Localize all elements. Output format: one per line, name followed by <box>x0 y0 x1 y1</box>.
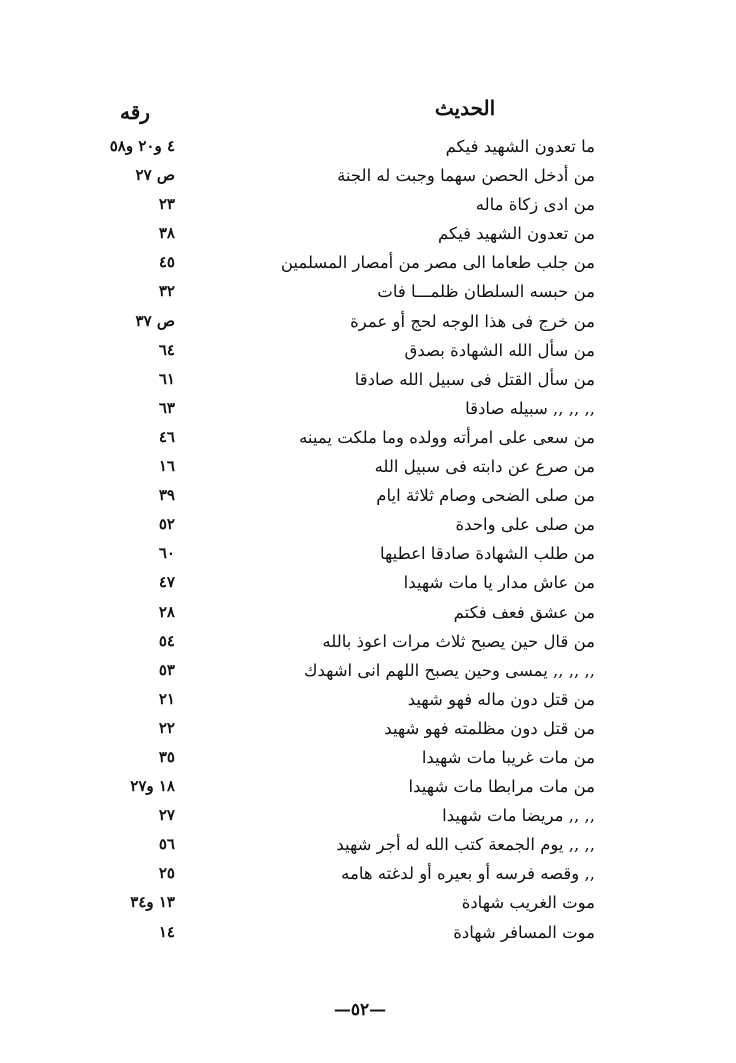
index-row <box>40 656 595 685</box>
index-row <box>40 743 595 772</box>
hadith-number: ١٦ <box>158 457 175 476</box>
hadith-number: ٦٣ <box>158 398 175 417</box>
hadith-number: ٢٢ <box>158 718 175 737</box>
hadith-number: ٣٢ <box>158 282 175 301</box>
index-row <box>40 888 595 917</box>
index-row <box>40 539 595 568</box>
hadith-text: من تعدون الشهيد فيكم <box>438 224 595 244</box>
hadith-text: من عشق فعف فكتم <box>453 602 595 622</box>
hadith-number: ٢١ <box>158 689 175 708</box>
index-row <box>40 190 595 219</box>
hadith-number: ٦١ <box>158 369 175 388</box>
hadith-number: ١٤ <box>158 922 175 941</box>
hadith-text: من عاش مدار يا مات شهيدا <box>403 573 595 593</box>
index-row <box>40 801 595 830</box>
index-row <box>40 336 595 365</box>
hadith-number: ٢٣ <box>158 195 175 214</box>
hadith-text: من قال حين يصبح ثلاث مرات اعوذ بالله <box>322 631 595 651</box>
hadith-text: من جلب طعاما الى مصر من أمصار المسلمين <box>280 253 595 273</box>
index-row <box>40 394 595 423</box>
column-header-number: رقه <box>120 100 150 124</box>
index-row <box>40 859 595 888</box>
index-row <box>40 277 595 306</box>
hadith-text: ,, ,, ,, يمسى وحين يصبح اللهم انى اشهدك <box>303 660 595 680</box>
index-row <box>40 452 595 481</box>
hadith-number: ٢٥ <box>158 864 175 883</box>
index-row <box>40 365 595 394</box>
index-row <box>40 481 595 510</box>
hadith-number: ٢٧ <box>158 806 175 825</box>
index-row <box>40 161 595 190</box>
index-row <box>40 598 595 627</box>
column-header-hadith: الحديث <box>434 96 496 120</box>
index-row <box>40 219 595 248</box>
hadith-text: من خرج فى هذا الوجه لحج أو عمرة <box>350 311 595 331</box>
hadith-text: ,, وقصه فرسه أو بعيره أو لدغته هامه <box>341 864 595 884</box>
index-row <box>40 248 595 277</box>
hadith-number: ص ٣٧ <box>135 311 175 330</box>
hadith-number: ٥٢ <box>158 515 175 534</box>
hadith-text: ,, ,, ,, سبيله صادقا <box>465 398 595 418</box>
hadith-text: من مات غريبا مات شهيدا <box>421 747 595 767</box>
index-row <box>40 307 595 336</box>
hadith-text: من صلى الضحى وصام ثلاثة ايام <box>376 486 595 506</box>
index-row <box>40 772 595 801</box>
hadith-number: ٤٧ <box>158 573 175 592</box>
hadith-text: من سأل الله الشهادة بصدق <box>404 340 595 360</box>
hadith-number: ٥٤ <box>158 631 175 650</box>
hadith-text: ما تعدون الشهيد فيكم <box>445 137 595 156</box>
hadith-text: من سعى على امرأته وولده وما ملكت يمينه <box>299 427 595 447</box>
hadith-text: ,, ,, مريضا مات شهيدا <box>442 806 595 826</box>
index-row <box>40 568 595 597</box>
hadith-text: من قتل دون ماله فهو شهيد <box>407 689 595 709</box>
hadith-text: ,, ,, يوم الجمعة كتب الله له أجر شهيد <box>336 835 595 855</box>
hadith-number: ٦٠ <box>158 544 175 563</box>
index-row <box>40 830 595 859</box>
hadith-number: ٣٨ <box>158 224 175 243</box>
index-row <box>40 918 595 947</box>
hadith-number: ٦٤ <box>158 340 175 359</box>
hadith-text: من حبسه السلطان ظلمـــا فات <box>377 282 595 302</box>
hadith-text: من أدخل الحصن سهما وجبت له الجنة <box>337 166 595 186</box>
hadith-text: من طلب الشهادة صادقا اعطيها <box>379 544 595 564</box>
hadith-number: ٤٦ <box>158 427 175 446</box>
hadith-number: ٣٩ <box>158 486 175 505</box>
hadith-text: من ادى زكاة ماله <box>475 195 595 215</box>
hadith-text: من مات مرابطا مات شهيدا <box>408 777 595 797</box>
index-row <box>40 423 595 452</box>
hadith-number: ١٨ و٢٧ <box>130 777 175 796</box>
hadith-number: ٤٥ <box>158 253 175 272</box>
index-row <box>40 685 595 714</box>
index-row <box>40 510 595 539</box>
hadith-number: ٥٦ <box>158 835 175 854</box>
hadith-text: من قتل دون مظلمته فهو شهيد <box>384 718 595 738</box>
page-number: —٥٢— <box>333 1000 387 1020</box>
hadith-text: من صلى على واحدة <box>455 515 595 535</box>
hadith-number: ٤ و٢٠ و٥٨ <box>109 137 175 155</box>
hadith-number: ٣٥ <box>158 747 175 766</box>
index-row <box>40 714 595 743</box>
hadith-number: ٢٨ <box>158 602 175 621</box>
hadith-number: ص ٢٧ <box>135 166 175 185</box>
index-row <box>40 627 595 656</box>
index-list <box>40 132 595 947</box>
hadith-number: ٥٣ <box>158 660 175 679</box>
index-row <box>40 132 595 161</box>
hadith-text: من صرع عن دابته فى سبيل الله <box>374 457 595 477</box>
hadith-text: موت المسافر شهادة <box>453 922 595 942</box>
hadith-text: موت الغريب شهادة <box>461 893 595 913</box>
hadith-text: من سأل القتل فى سبيل الله صادقا <box>354 369 595 389</box>
hadith-number: ١٣ و٣٤ <box>130 893 175 912</box>
